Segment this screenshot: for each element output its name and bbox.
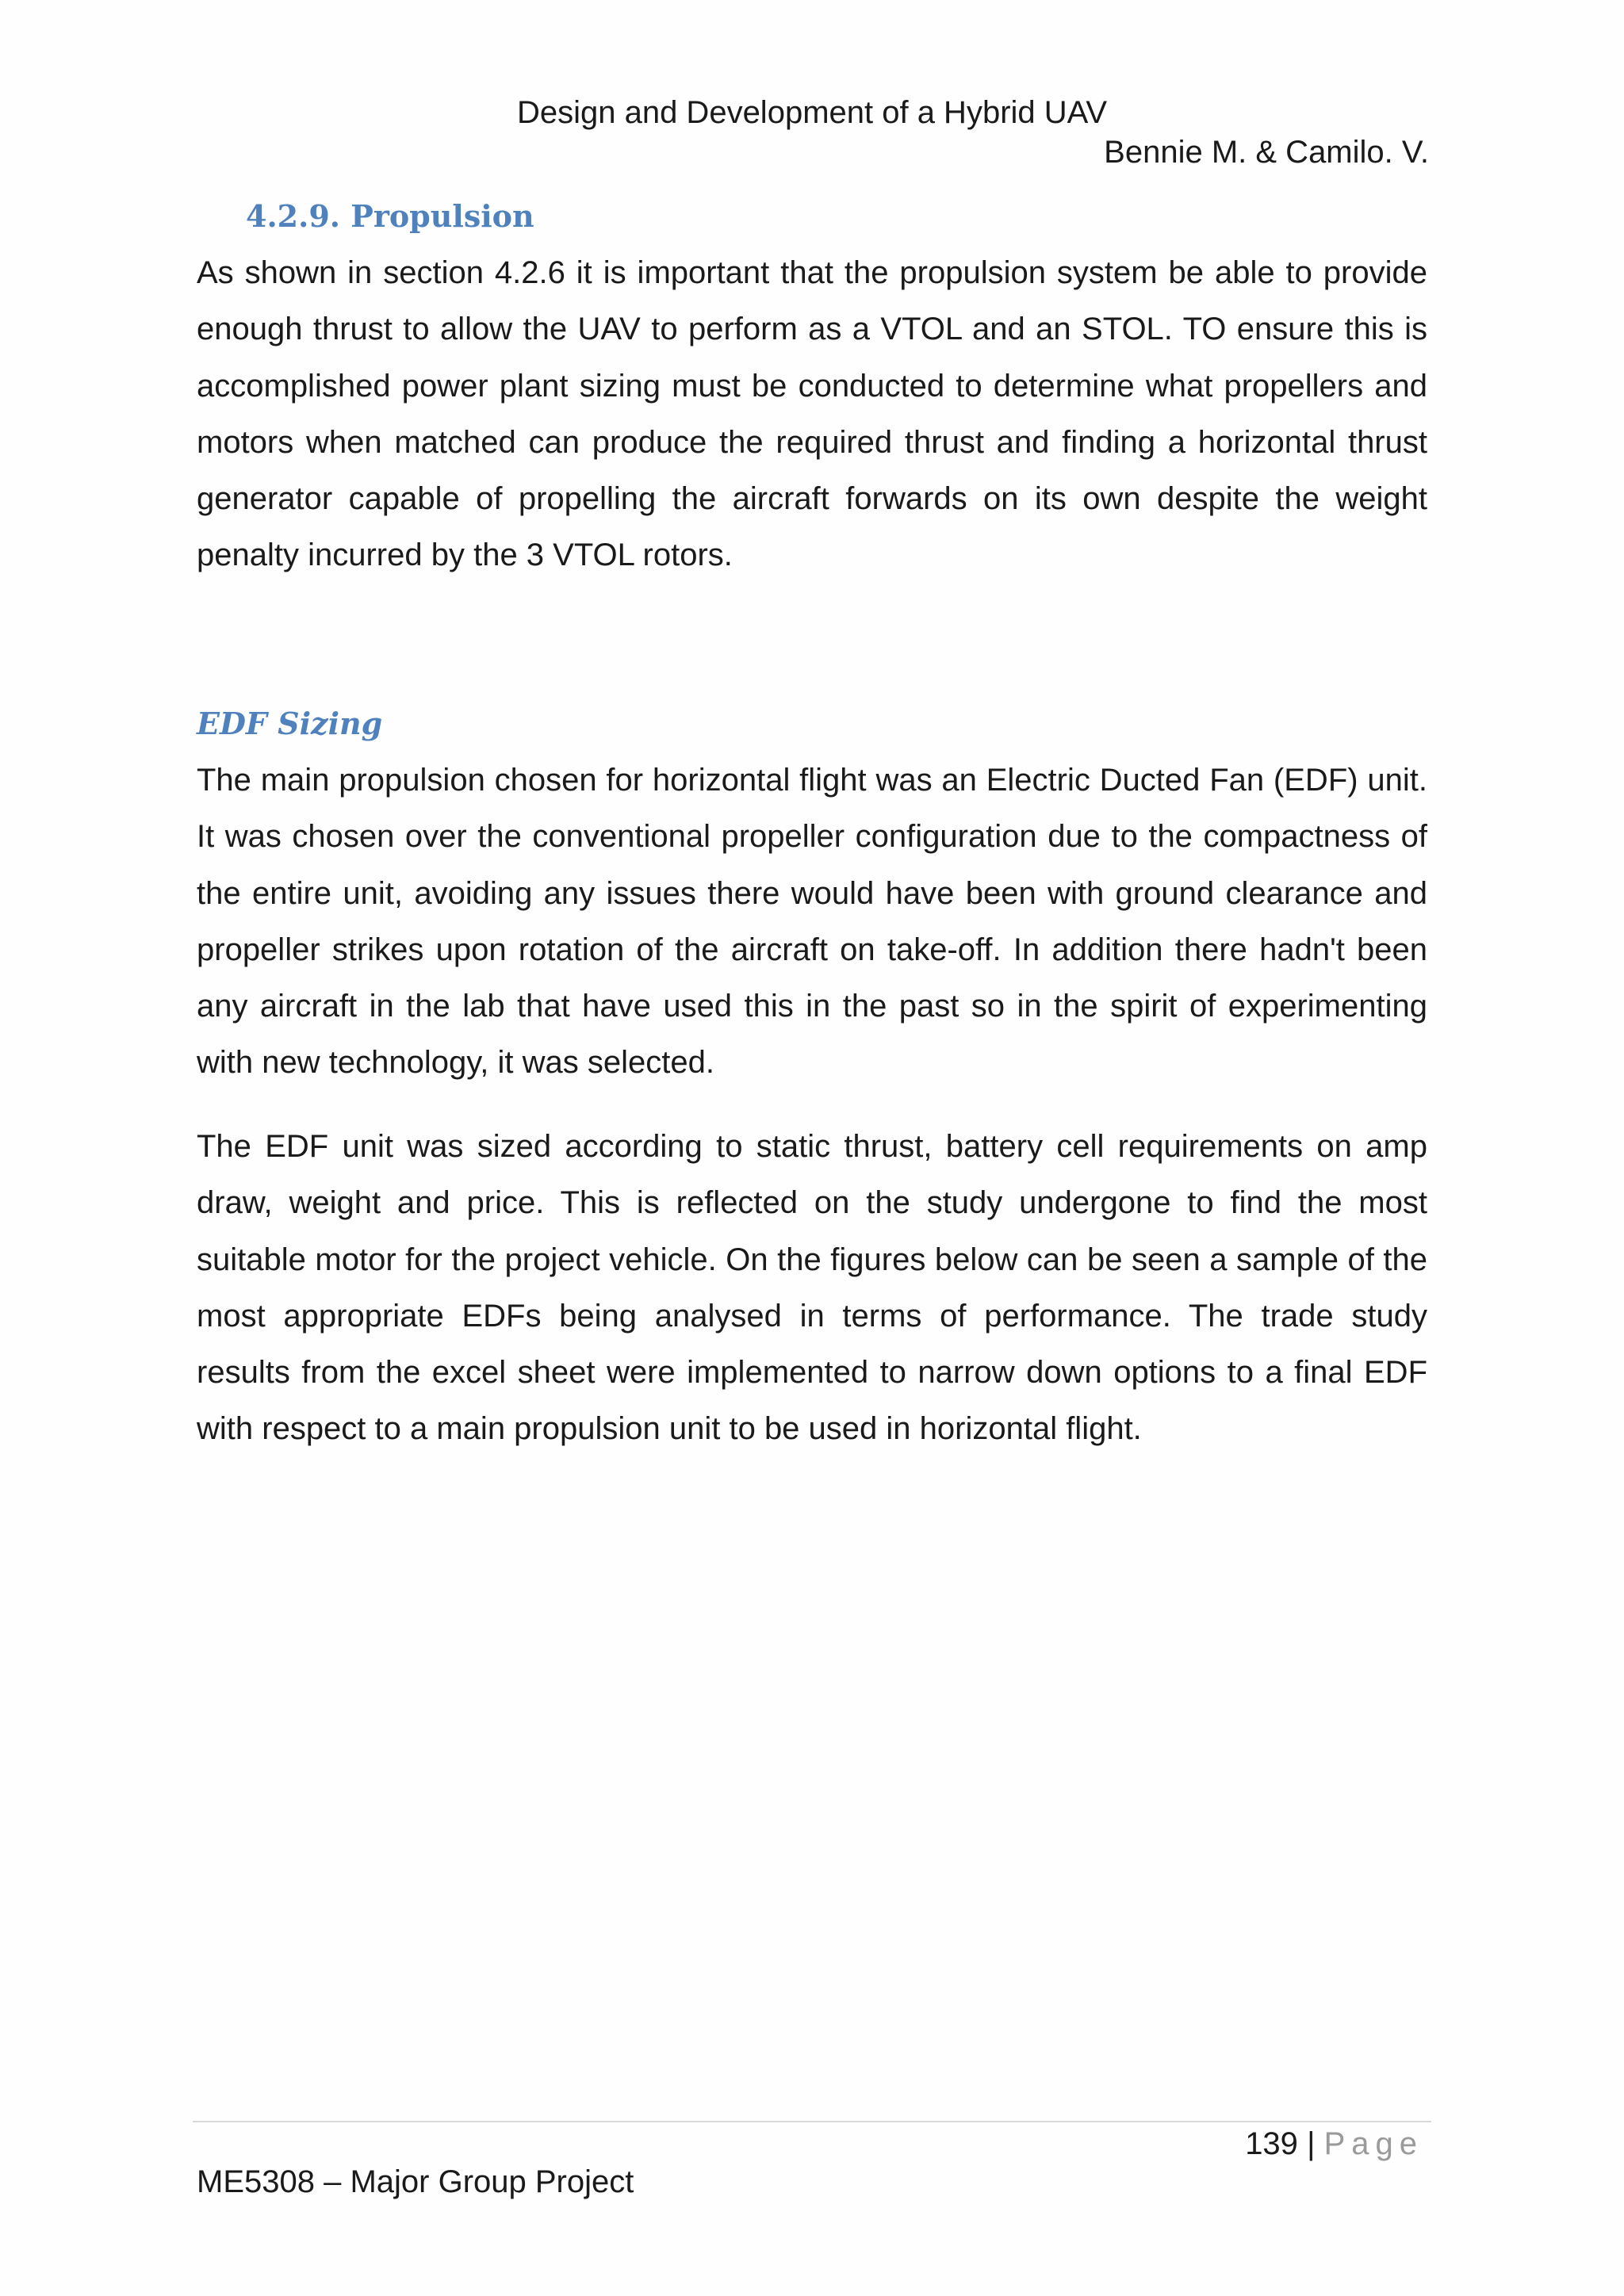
section-paragraph: As shown in section 4.2.6 it is important that the propulsion system be able to provide enough thrust to allow the UAV to perform as a VTOL and an STOL. TO ensure this is accomplished power plant sizing must be conducted to determine what propellers and motors when matched can produce the required thrust and finding a horizontal thrust generator capable of propelling the aircraft forwards on its own despite the weight penalty incurred by the 3 VTOL rotors. bbox=[197, 255, 1427, 573]
page-word: Page bbox=[1323, 2126, 1423, 2161]
header-authors: Bennie M. & Camilo. V. bbox=[1104, 135, 1429, 170]
footer-divider bbox=[193, 2121, 1431, 2122]
footer-course: ME5308 – Major Group Project bbox=[197, 2164, 634, 2199]
page-separator: | bbox=[1307, 2126, 1316, 2161]
section-heading: 4.2.9. Propulsion bbox=[246, 198, 534, 234]
subsection-paragraph-2: The EDF unit was sized according to static thrust, battery cell requirements on amp draw, weight and price. This is reflected on the study undergone to find the most suitable motor for the project vehicle. On the figures below can be seen a sample of the most appropriate EDFs being analysed in terms of performance. The trade study results from the excel sheet were implemented to narrow down options to a final EDF with respect to a main propulsion unit to be used in horizontal flight. bbox=[197, 1129, 1427, 1447]
page-number-line bbox=[1245, 2125, 1423, 2163]
page-number: 139 bbox=[1245, 2126, 1298, 2161]
subsection-paragraph-1: The main propulsion chosen for horizontal flight was an Electric Ducted Fan (EDF) unit. It was chosen over the conventional propeller configuration due to the compactness of the entire unit, avoiding any issues there would have been with ground clearance and propeller strikes upon rotation of the aircraft on take-off. In addition there hadn't been any aircraft in the lab that have used this in the past so in the spirit of experimenting with new technology, it was selected. bbox=[197, 763, 1427, 1081]
header-title: Design and Development of a Hybrid UAV bbox=[516, 95, 1108, 130]
subsection-heading: EDF Sizing bbox=[197, 706, 383, 741]
